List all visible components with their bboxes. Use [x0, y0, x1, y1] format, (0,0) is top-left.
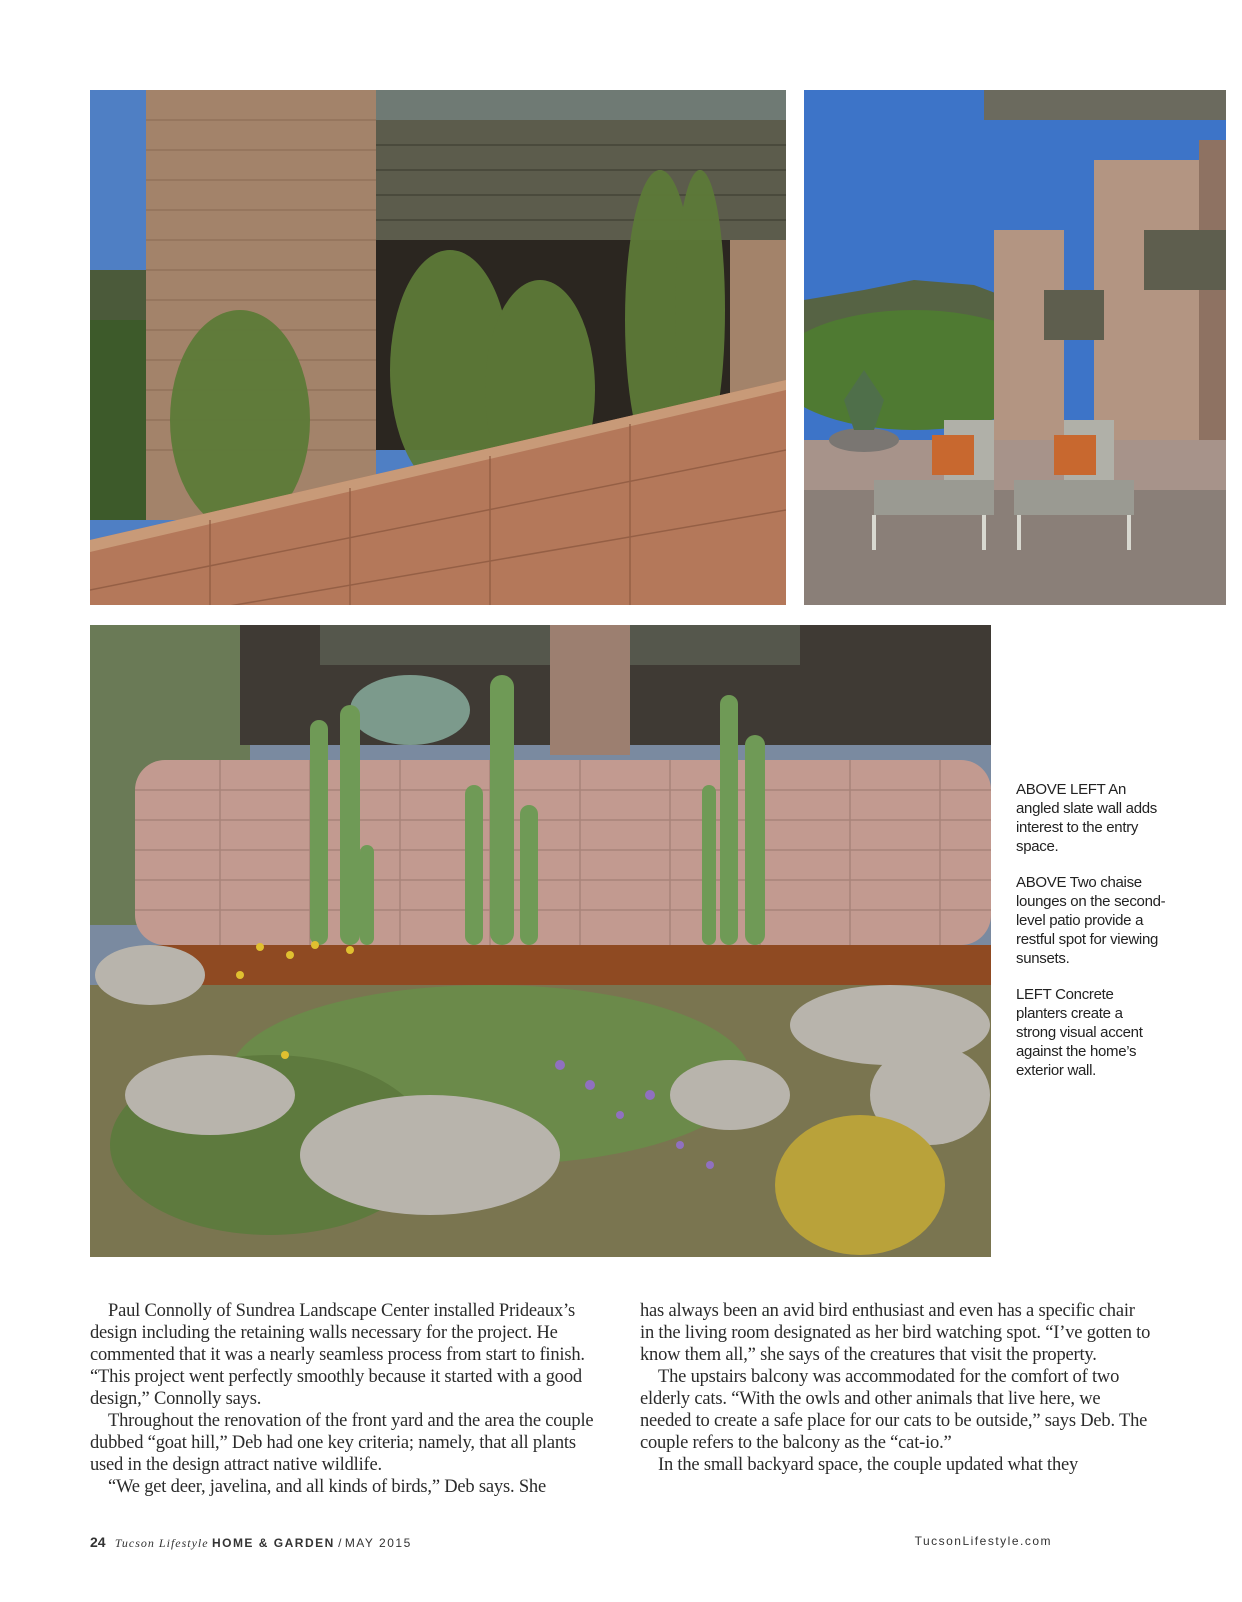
- photo-captions: [1016, 780, 1166, 1097]
- article-paragraph: Paul Connolly of Sundrea Landscape Center installed Prideaux’s design including the retaining walls necessary for the project. He commented that it was a nearly seamless process from start to finish. “This project went perfectly smoothly because it started with a good design,” Connolly says.: [90, 1301, 585, 1409]
- caption-text: An angled slate wall adds interest to the entry space.: [1016, 781, 1157, 855]
- caption-text: Concrete planters create a strong visual accent against the home’s exterior wall.: [1016, 986, 1143, 1079]
- article-column-left: [90, 1300, 602, 1498]
- article-column-right: [640, 1300, 1152, 1476]
- article-paragraph: has always been an avid bird enthusiast and even has a specific chair in the living room designated as her bird watching spot. “I’ve gotten to know them all,” she says of the creatures that visit the property.: [640, 1301, 1151, 1365]
- page-footer: [90, 1534, 1052, 1554]
- photo-entry-slate-wall: [90, 90, 786, 605]
- photo-patio-chaise-lounges: [804, 90, 1226, 605]
- footer-separator: /: [338, 1536, 342, 1550]
- issue-date: MAY 2015: [344, 1536, 412, 1550]
- caption-text: Two chaise lounges on the second-level patio provide a restful spot for viewing sunsets.: [1016, 874, 1166, 967]
- article-paragraph: In the small backyard space, the couple updated what they: [658, 1455, 1079, 1475]
- caption-above-left: [1016, 780, 1166, 856]
- website-link[interactable]: TucsonLifestyle.com: [914, 1534, 1052, 1548]
- caption-above: [1016, 873, 1166, 968]
- page-number: 24: [90, 1534, 106, 1550]
- article-paragraph: Throughout the renovation of the front yard and the area the couple dubbed “goat hill,” Deb had one key criteria; namely, that all plants used in the design attract native wildlife.: [90, 1411, 594, 1475]
- magazine-name: Tucson Lifestyle: [114, 1536, 209, 1550]
- section-name: HOME & GARDEN: [211, 1536, 335, 1550]
- caption-label: LEFT: [1016, 986, 1052, 1003]
- caption-label: ABOVE LEFT: [1016, 781, 1106, 798]
- caption-left: [1016, 985, 1166, 1080]
- caption-label: ABOVE: [1016, 874, 1067, 891]
- article-paragraph: The upstairs balcony was accommodated for the comfort of two elderly cats. “With the owls and other animals that live here, we needed to create a safe place for our cats to be outside,” says Deb. The couple refers to the balcony as the “cat-io.”: [640, 1367, 1148, 1453]
- article-paragraph: “We get deer, javelina, and all kinds of birds,” Deb says. She: [108, 1477, 546, 1497]
- photo-concrete-planters-cacti: [90, 625, 991, 1257]
